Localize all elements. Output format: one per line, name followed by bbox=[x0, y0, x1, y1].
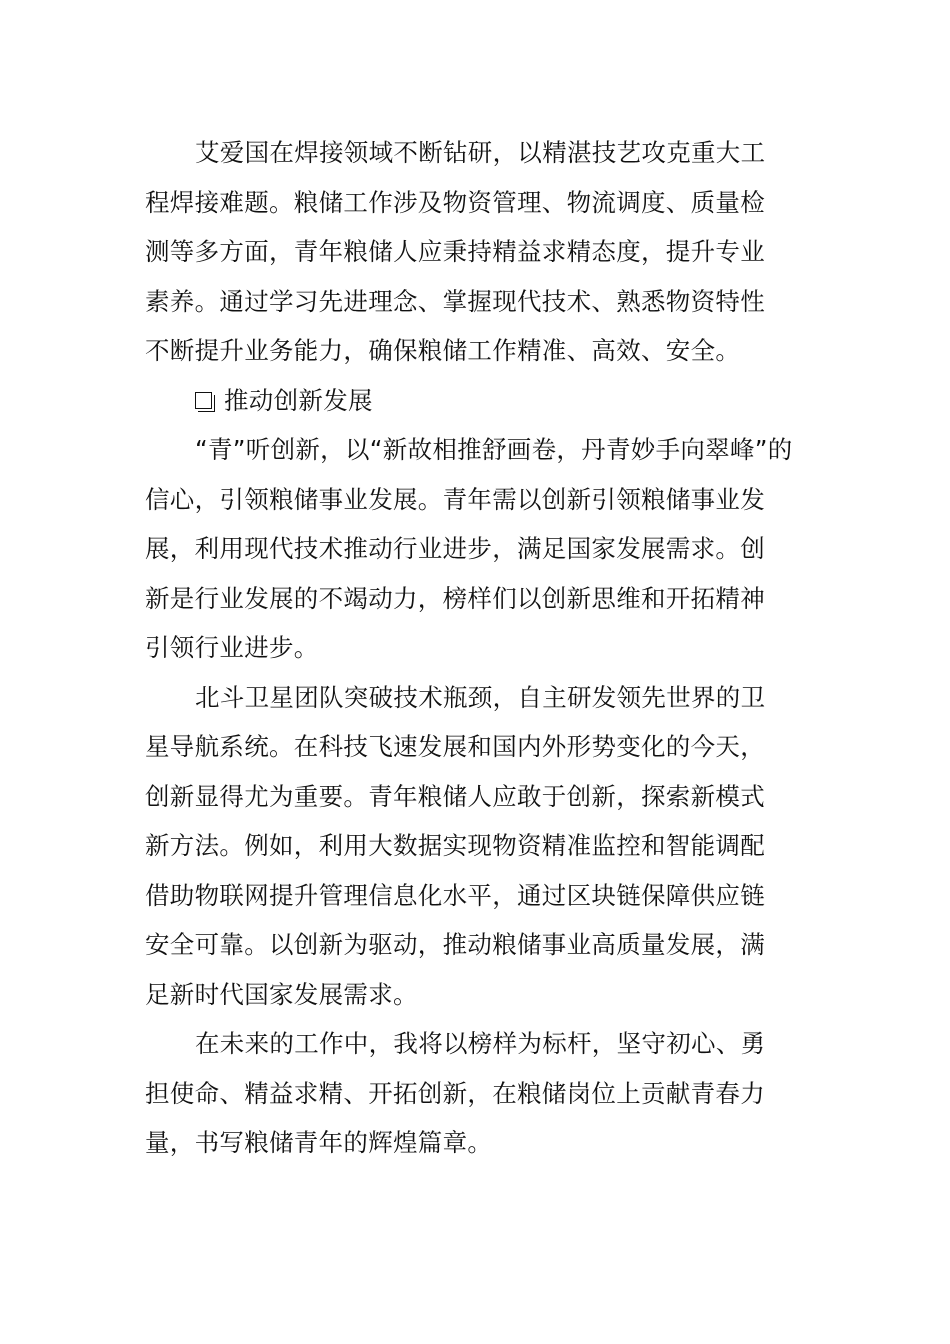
paragraph-line: 星导航系统。在科技飞速发展和国内外形势变化的今天， bbox=[145, 732, 765, 761]
paragraph-line: 素养。通过学习先进理念、掌握现代技术、熟悉物资特性 bbox=[145, 286, 765, 316]
paragraph-line: 不断提升业务能力，确保粮储工作精准、高效、安全。 bbox=[145, 336, 741, 365]
paragraph-line: 新方法。例如，利用大数据实现物资精准监控和智能调配 bbox=[145, 831, 765, 860]
paragraph-line: 测等多方面，青年粮储人应秉持精益求精态度，提升专业 bbox=[145, 237, 765, 266]
paragraph-line: 新是行业发展的不竭动力，榜样们以创新思维和开拓精神 bbox=[145, 583, 765, 613]
paragraph-line: 量，书写粮储青年的辉煌篇章。 bbox=[145, 1128, 493, 1157]
section-heading bbox=[145, 376, 807, 426]
paragraph-line: 引领行业进步。 bbox=[145, 633, 319, 662]
paragraph-line: 信心，引领粮储事业发展。青年需以创新引领粮储事业发 bbox=[145, 484, 765, 514]
section-heading-text: 推动创新发展 bbox=[224, 385, 373, 415]
paragraph-line: 艾爱国在焊接领域不断钻研，以精湛技艺攻克重大工 bbox=[195, 138, 766, 167]
paragraph-line: 在未来的工作中，我将以榜样为标杆，坚守初心、勇 bbox=[195, 1029, 766, 1058]
paragraph-line: 安全可靠。以创新为驱动，推动粮储事业高质量发展，满 bbox=[145, 930, 765, 959]
paragraph-line: “青”听创新，以“新故相推舒画卷，丹青妙手向翠峰”的 bbox=[195, 435, 793, 464]
paragraph-welding bbox=[145, 128, 807, 376]
paragraph-line: 展，利用现代技术推动行业进步，满足国家发展需求。创 bbox=[145, 534, 765, 563]
checkbox-icon bbox=[195, 392, 212, 409]
paragraph-line: 担使命、精益求精、开拓创新，在粮储岗位上贡献青春力 bbox=[145, 1078, 765, 1108]
paragraph-line: 北斗卫星团队突破技术瓶颈，自主研发领先世界的卫 bbox=[195, 682, 766, 712]
paragraph-line: 程焊接难题。粮储工作涉及物资管理、物流调度、质量检 bbox=[145, 187, 765, 217]
paragraph-line: 足新时代国家发展需求。 bbox=[145, 979, 418, 1009]
paragraph-conclusion bbox=[145, 1019, 807, 1168]
paragraph-line: 创新显得尤为重要。青年粮储人应敢于创新，探索新模式 bbox=[145, 781, 765, 811]
paragraph-beidou bbox=[145, 673, 807, 1020]
paragraph-innovation bbox=[145, 425, 807, 673]
paragraph-line: 借助物联网提升管理信息化水平，通过区块链保障供应链 bbox=[145, 880, 765, 910]
document-body bbox=[145, 128, 807, 1168]
